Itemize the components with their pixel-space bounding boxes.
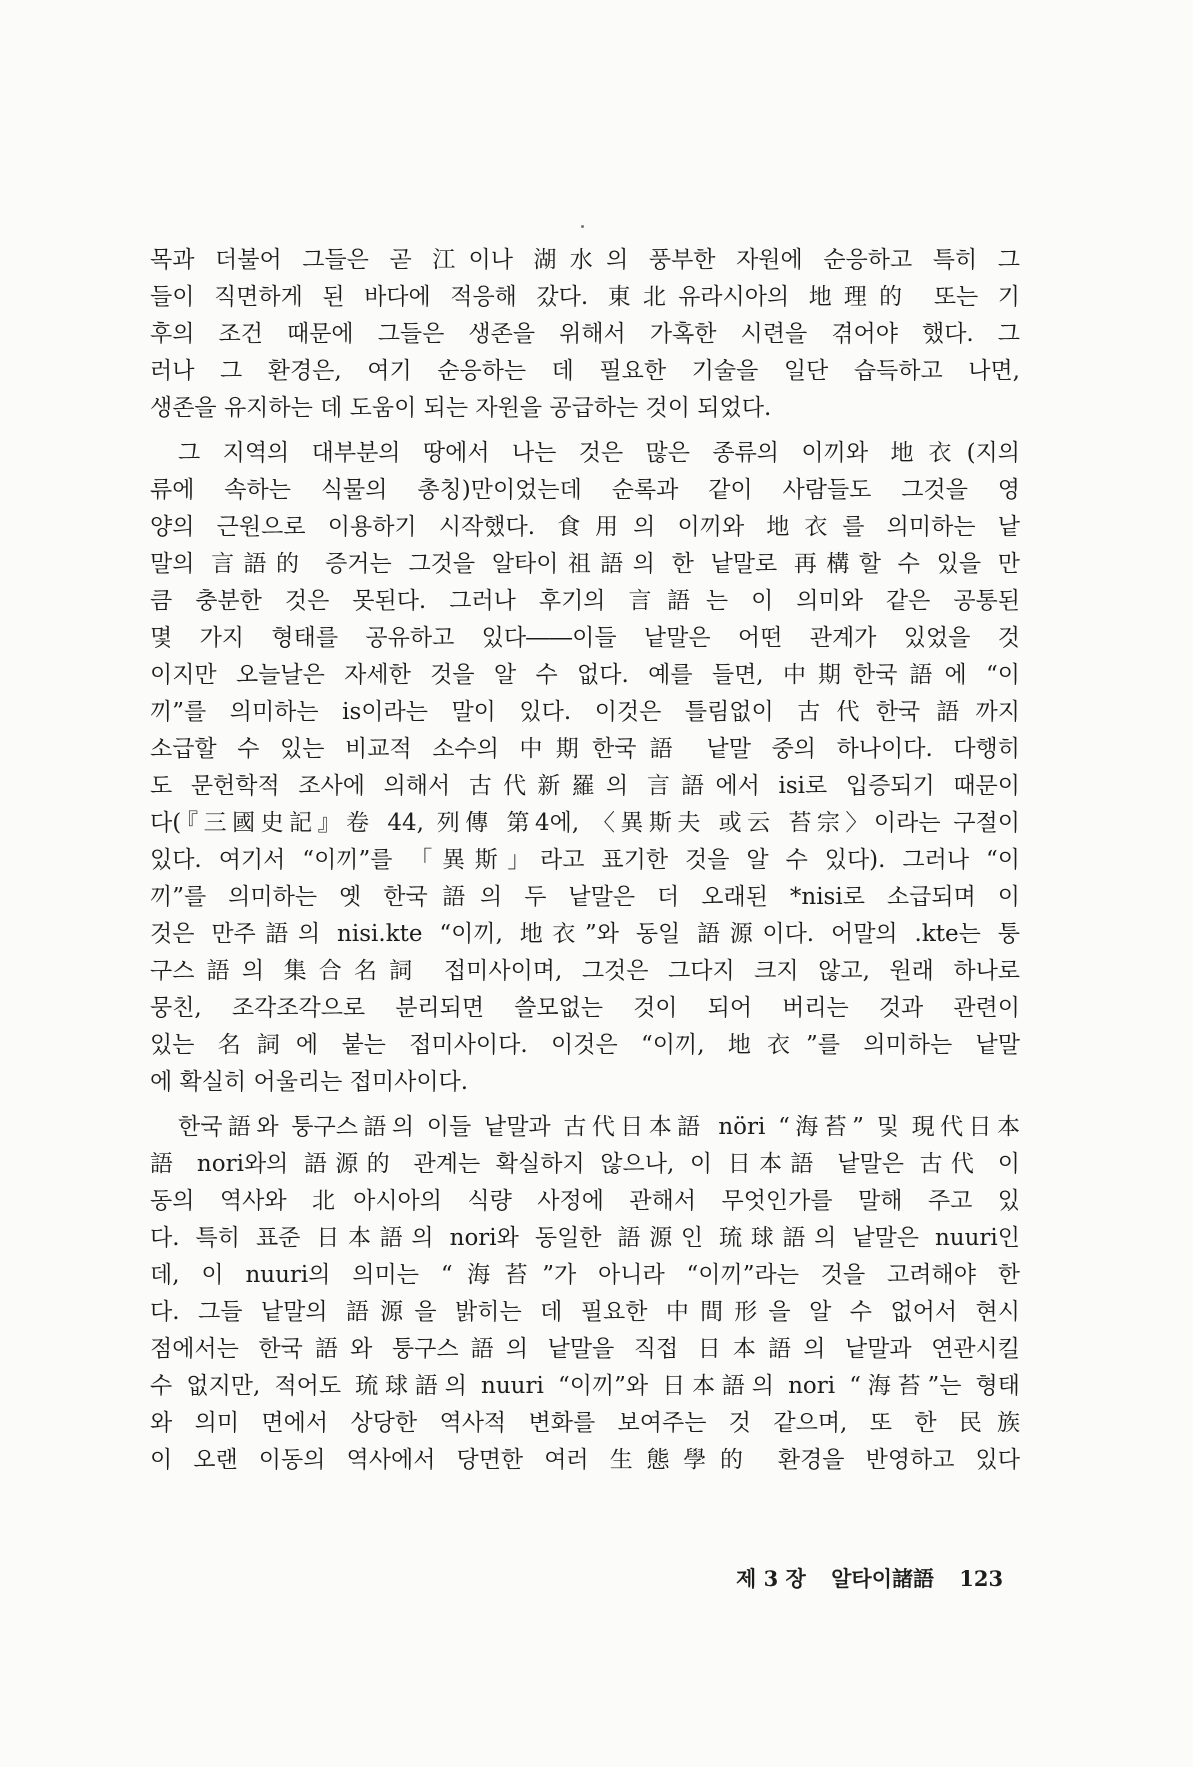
text-line: 생존을 유지하는 데 도움이 되는 자원을 공급하는 것이 되었다. bbox=[150, 395, 772, 421]
text-line: 에 확실히 어울리는 접미사이다. bbox=[150, 1069, 469, 1095]
body-text bbox=[150, 242, 1020, 1479]
text-line: 있다. 여기서 “이끼”를 「異斯」라고 표기한 것을 알 수 있다). 그러나 “이 bbox=[150, 847, 1020, 873]
text-line: 동의 역사와 北아시아의 식량 사정에 관해서 무엇인가를 말해 주고 있 bbox=[150, 1188, 1020, 1214]
text-line: 다(『三國史記』卷 44, 列傳 第4에, 〈異斯夫 或云 苔宗〉이라는 구절이 bbox=[150, 810, 1020, 836]
text-line: 끼”를 의미하는 is이라는 말이 있다. 이것은 틀림없이 古代한국語까지 bbox=[150, 699, 1020, 725]
chapter-label: 제 3 장 bbox=[736, 1566, 806, 1591]
paragraph bbox=[150, 435, 1020, 1101]
text-line: 이 오랜 이동의 역사에서 당면한 여러 生態學的 환경을 반영하고 있다 bbox=[150, 1447, 1020, 1473]
text-line: 다. 특히 표준 日本語의 nori와 동일한 語源인 琉球語의 낱말은 nuuri인 bbox=[150, 1225, 1020, 1251]
page-number: 123 bbox=[959, 1566, 1004, 1591]
text-line: 후의 조건 때문에 그들은 생존을 위해서 가혹한 시련을 겪어야 했다. 그 bbox=[150, 321, 1020, 347]
text-line: 들이 직면하게 된 바다에 적응해 갔다. 東北유라시아의 地理的 또는 기 bbox=[150, 284, 1020, 310]
text-line: 그 지역의 대부분의 땅에서 나는 것은 많은 종류의 이끼와 地衣(지의 bbox=[178, 440, 1020, 466]
text-line: 소급할 수 있는 비교적 소수의 中期한국語 낱말 중의 하나이다. 다행히 bbox=[150, 736, 1020, 762]
text-line: 것은 만주語의 nisi.kte “이끼, 地衣”와 동일 語源이다. 어말의 .kte는 퉁 bbox=[150, 921, 1020, 947]
text-line: 몇 가지 형태를 공유하고 있다――이들 낱말은 어떤 관계가 있었을 것 bbox=[150, 625, 1020, 651]
text-line: 류에 속하는 식물의 총칭)만이었는데 순록과 같이 사람들도 그것을 영 bbox=[150, 477, 1020, 503]
text-line: 와 의미 면에서 상당한 역사적 변화를 보여주는 것 같으며, 또 한 民族 bbox=[150, 1410, 1020, 1436]
text-line: 이지만 오늘날은 자세한 것을 알 수 없다. 예를 들면, 中期한국語에 “이 bbox=[150, 662, 1020, 688]
text-line: 양의 근원으로 이용하기 시작했다. 食用의 이끼와 地衣를 의미하는 낱 bbox=[150, 514, 1020, 540]
text-line: 구스語의 集合名詞 접미사이며, 그것은 그다지 크지 않고, 원래 하나로 bbox=[150, 958, 1020, 984]
text-line: 끼”를 의미하는 옛 한국語의 두 낱말은 더 오래된 *nisi로 소급되며 이 bbox=[150, 884, 1020, 910]
text-line: 다. 그들 낱말의 語源을 밝히는 데 필요한 中間形을 알 수 없어서 현시 bbox=[150, 1299, 1020, 1325]
text-line: 있는 名詞에 붙는 접미사이다. 이것은 “이끼, 地衣”를 의미하는 낱말 bbox=[150, 1032, 1020, 1058]
text-line: 말의 言語的 증거는 그것을 알타이祖語의 한 낱말로 再構할 수 있을 만 bbox=[150, 551, 1020, 577]
page-speck bbox=[581, 225, 584, 228]
text-line: 語 nori와의 語源的 관계는 확실하지 않으나, 이 日本語 낱말은 古代 이 bbox=[150, 1151, 1020, 1177]
text-line: 목과 더불어 그들은 곧 江이나 湖水의 풍부한 자원에 순응하고 특히 그 bbox=[150, 247, 1020, 273]
text-line: 한국語와 퉁구스語의 이들 낱말과 古代日本語 nöri “海苔” 및 現代日本 bbox=[178, 1114, 1020, 1140]
text-line: 큼 충분한 것은 못된다. 그러나 후기의 言語는 이 의미와 같은 공통된 bbox=[150, 588, 1020, 614]
chapter-title: 알타이諸語 bbox=[831, 1566, 934, 1591]
text-line: 러나 그 환경은, 여기 순응하는 데 필요한 기술을 일단 습득하고 나면, bbox=[150, 358, 1020, 384]
text-line: 수 없지만, 적어도 琉球語의 nuuri “이끼”와 日本語의 nori “海苔”는 형태 bbox=[150, 1373, 1020, 1399]
paragraph bbox=[150, 242, 1020, 427]
text-line: 점에서는 한국語와 퉁구스語의 낱말을 직접 日本語의 낱말과 연관시킬 bbox=[150, 1336, 1020, 1362]
paragraph bbox=[150, 1109, 1020, 1479]
text-line: 도 문헌학적 조사에 의해서 古代新羅의 言語에서 isi로 입증되기 때문이 bbox=[150, 773, 1020, 799]
text-line: 데, 이 nuuri의 의미는 “海苔”가 아니라 “이끼”라는 것을 고려해야 한 bbox=[150, 1262, 1020, 1288]
text-line: 뭉친, 조각조각으로 분리되면 쓸모없는 것이 되어 버리는 것과 관련이 bbox=[150, 995, 1020, 1021]
running-footer bbox=[736, 1562, 1020, 1596]
